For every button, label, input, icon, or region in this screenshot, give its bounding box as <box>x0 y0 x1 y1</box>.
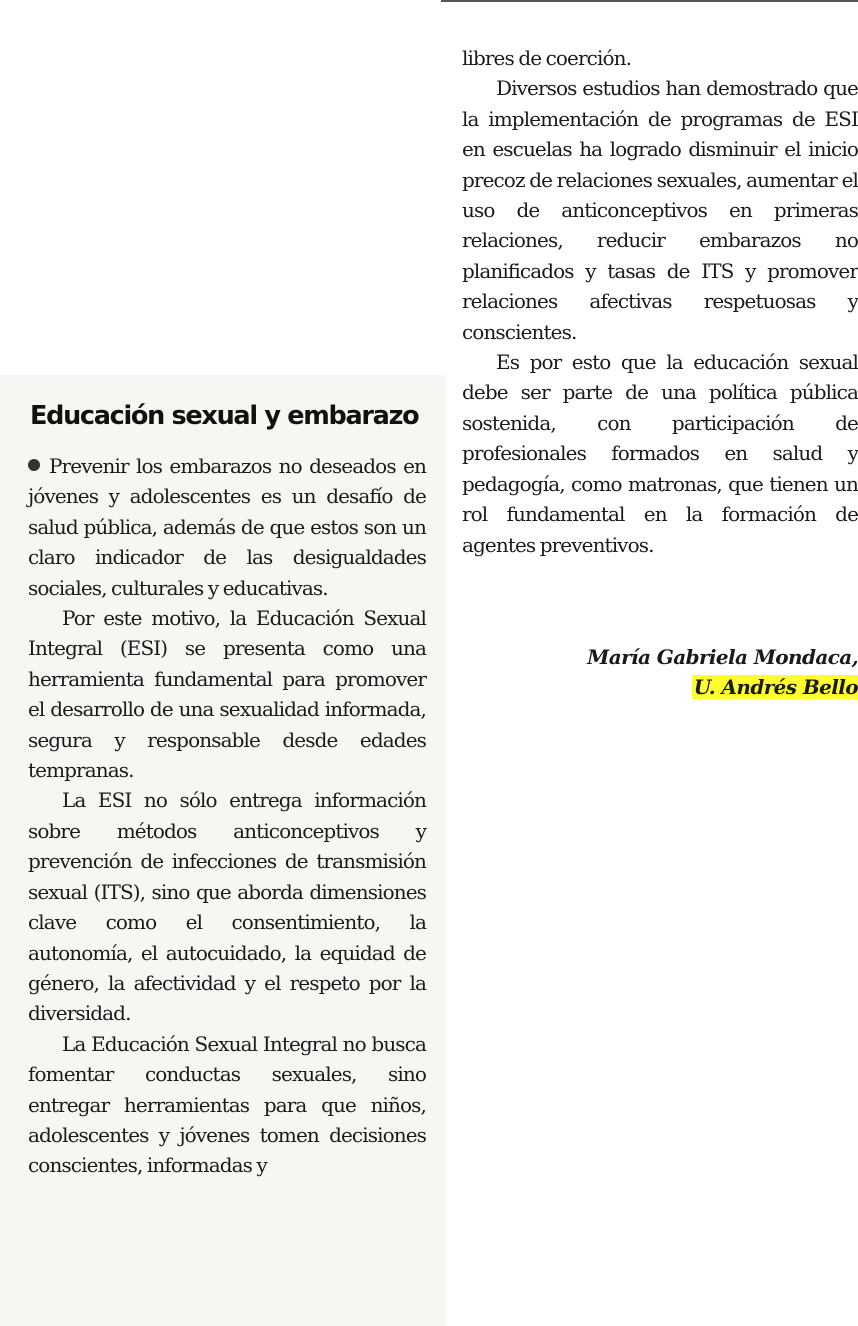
author-name: María Gabriela Mondaca, <box>587 645 858 669</box>
article-paragraph: Prevenir los embarazos no deseados en jóvenes y adolescentes es un desafío de salud pública, además de que estos son un claro indicador de las desigualdades sociales, culturales y educativas. <box>28 454 426 600</box>
article-paragraph: Diversos estudios han demostrado que la implementación de programas de ESI en escuelas ha logrado disminuir el inicio precoz de relaciones sexuales, aumentar el uso de anticonceptivos en primeras relaciones, reducir embarazos no planificados y tasas de ITS y promover relaciones afectivas respetuosas y conscientes. <box>462 76 858 344</box>
article-paragraph: Es por esto que la educación sexual debe ser parte de una política pública sostenida, con participación de profesionales formados en salud y pedagogía, como matronas, que tienen un rol fundamental en la formación de agentes preventivos. <box>462 350 858 557</box>
author-affiliation: U. Andrés Bello <box>693 675 858 700</box>
bullet-icon <box>28 459 40 471</box>
left-column-text <box>28 451 426 1181</box>
article-headline: Educación sexual y embarazo <box>30 401 419 431</box>
right-column-text <box>462 43 858 560</box>
top-rule <box>441 0 858 2</box>
author-signature <box>587 642 858 703</box>
article-paragraph: La Educación Sexual Integral no busca fomentar conductas sexuales, sino entregar herramientas para que niños, adolescentes y jóvenes tomen decisiones conscientes, informadas y <box>28 1031 426 1178</box>
article-paragraph: Por este motivo, la Educación Sexual Integral (ESI) se presenta como una herramienta fundamental para promover el desarrollo de una sexualidad informada, segura y responsable desde edades tempranas. <box>28 606 426 783</box>
article-paragraph: libres de coerción. <box>462 46 632 70</box>
article-paragraph: La ESI no sólo entrega información sobre métodos anticonceptivos y prevención de infecciones de transmisión sexual (ITS), sino que aborda dimensiones clave como el consentimiento, la autonomía, el autocuidado, la equidad de género, la afectividad y el respeto por la diversidad. <box>28 788 426 1026</box>
